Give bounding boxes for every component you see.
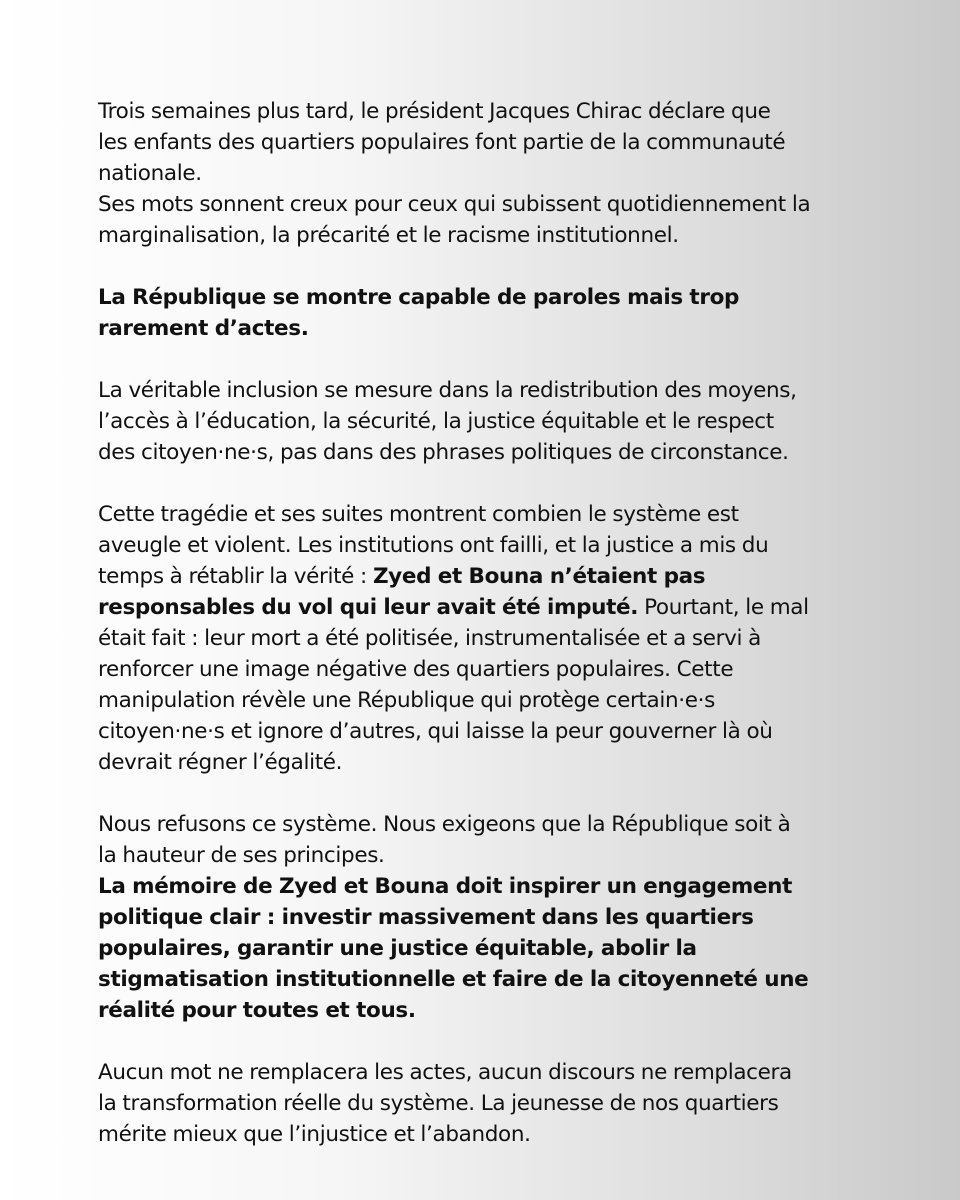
text-line: renforcer une image négative des quartiers populaires. Cette <box>98 657 734 682</box>
paragraph-true-inclusion <box>98 375 900 468</box>
text-line-bold: La mémoire de Zyed et Bouna doit inspirer un engagement <box>98 874 792 899</box>
text-line: était fait : leur mort a été politisée, instrumentalisée et a servi à <box>98 626 761 651</box>
text-line: les enfants des quartiers populaires font partie de la communauté <box>98 130 786 155</box>
text-line: mérite mieux que l’injustice et l’abandon. <box>98 1122 531 1147</box>
text-line-bold: politique clair : investir massivement dans les quartiers <box>98 905 754 930</box>
text-fragment-bold: Zyed et Bouna n’étaient pas <box>372 564 706 589</box>
text-line: devrait régner l’égalité. <box>98 750 343 775</box>
text-fragment-bold: responsables du vol qui leur avait été imputé. <box>98 595 639 620</box>
text-line-bold: réalité pour toutes et tous. <box>98 998 416 1023</box>
text-line: Ses mots sonnent creux pour ceux qui subissent quotidiennement la <box>98 192 811 217</box>
text-line-bold: rarement d’actes. <box>98 316 309 341</box>
text-line: des citoyen·ne·s, pas dans des phrases politiques de circonstance. <box>98 440 789 465</box>
text-fragment: Pourtant, le mal <box>638 595 809 620</box>
paragraph-we-refuse <box>98 809 900 1026</box>
text-line: citoyen·ne·s et ignore d’autres, qui laisse la peur gouverner là où <box>98 719 773 744</box>
text-line: Trois semaines plus tard, le président Jacques Chirac déclare que <box>98 99 771 124</box>
text-line: Cette tragédie et ses suites montrent combien le système est <box>98 502 739 527</box>
text-line: la hauteur de ses principes. <box>98 843 385 868</box>
text-line: Aucun mot ne remplacera les actes, aucun discours ne remplacera <box>98 1060 792 1085</box>
text-line: l’accès à l’éducation, la sécurité, la justice équitable et le respect <box>98 409 774 434</box>
text-line: La véritable inclusion se mesure dans la redistribution des moyens, <box>98 378 797 403</box>
text-line: la transformation réelle du système. La jeunesse de nos quartiers <box>98 1091 779 1116</box>
paragraph-republic-words-statement <box>98 282 900 344</box>
text-line-bold: stigmatisation institutionnelle et faire de la citoyenneté une <box>98 967 809 992</box>
text-line-mixed <box>98 561 900 592</box>
paragraph-chirac-declaration <box>98 96 900 251</box>
text-fragment: temps à rétablir la vérité : <box>98 564 373 589</box>
text-line: aveugle et violent. Les institutions ont failli, et la justice a mis du <box>98 533 769 558</box>
text-line: marginalisation, la précarité et le racisme institutionnel. <box>98 223 679 248</box>
paragraph-tragedy-system <box>98 499 900 778</box>
paragraph-closing <box>98 1057 900 1150</box>
text-line-bold: La République se montre capable de paroles mais trop <box>98 285 740 310</box>
text-line-bold: populaires, garantir une justice équitable, abolir la <box>98 936 697 961</box>
text-line-mixed <box>98 592 900 623</box>
text-line: manipulation révèle une République qui protège certain·e·s <box>98 688 715 713</box>
text-line: Nous refusons ce système. Nous exigeons que la République soit à <box>98 812 791 837</box>
text-line: nationale. <box>98 161 202 186</box>
